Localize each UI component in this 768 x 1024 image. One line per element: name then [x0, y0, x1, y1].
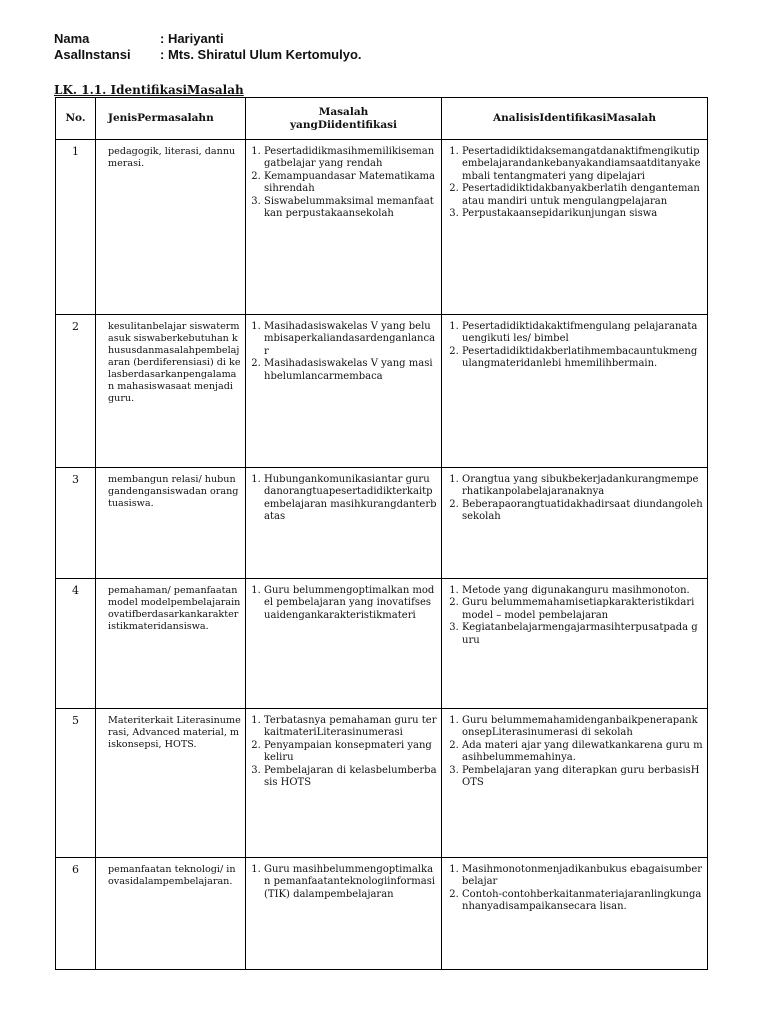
analisis-list [446, 321, 703, 371]
header-no: No. [56, 98, 96, 140]
analisis-item: 3. Kegiatanbelajarmengajarmasihterpusatpada guru [462, 622, 703, 647]
masalah-list [250, 146, 437, 220]
table-body [56, 140, 708, 970]
instansi-label: AsalInstansi [54, 47, 131, 62]
problem-identification-table [55, 97, 708, 970]
header-analisis: AnalisisIdentifikasiMasalah [442, 98, 708, 140]
analisis-cell [442, 579, 708, 709]
masalah-list [250, 321, 437, 383]
row-number: 3 [56, 468, 96, 579]
header-masalah [246, 98, 442, 140]
table-row [56, 140, 708, 315]
jenis-permasalahan-cell: pemanfaatan teknologi/ inovasidalampembelajaran. [96, 858, 246, 970]
header-jenis: JenisPermasalahn [96, 98, 246, 140]
table-row [56, 315, 708, 468]
nama-value: : Hariyanti [160, 31, 224, 46]
masalah-list [250, 864, 437, 901]
analisis-item: 1. Metode yang digunakanguru masihmonoton. [462, 585, 703, 597]
masalah-item: 1. Guru masihbelummengoptimalkan pemanfaatanteknologiinformasi (TIK) dalampembelajaran [264, 864, 437, 901]
header-masalah-line2: yangDiidentifikasi [289, 118, 398, 131]
masalah-item: 2. Masihadasiswakelas V yang masihbelumlancarmembaca [264, 358, 437, 383]
masalah-item: 2. Kemampuandasar Matematikamasihrendah [264, 171, 437, 196]
masalah-cell [246, 315, 442, 468]
analisis-list [446, 474, 703, 524]
analisis-item: 2. Guru belummemahamisetiapkarakteristikdari model – model pembelajaran [462, 597, 703, 622]
row-number: 5 [56, 709, 96, 858]
header-nama-line [54, 31, 224, 47]
table-row [56, 579, 708, 709]
jenis-permasalahan-cell: pemahaman/ pemanfaatan model modelpembelajarainovatifberdasarkankarakteristikmateridansiswa. [96, 579, 246, 709]
analisis-item: 1. Pesertadidiktidakaktifmengulang pelajaranatauengikuti les/ bimbel [462, 321, 703, 346]
analisis-list [446, 146, 703, 220]
analisis-item: 3. Pembelajaran yang diterapkan guru berbasisHOTS [462, 765, 703, 790]
table-row [56, 858, 708, 970]
masalah-list [250, 474, 437, 524]
masalah-cell [246, 579, 442, 709]
analisis-cell [442, 858, 708, 970]
table-header-row [56, 98, 708, 140]
masalah-item: 1. Hubungankomunikasiantar guru danorangtuapesertadidikterkaitpembelajaran masihkurangdanterbatas [264, 474, 437, 524]
masalah-item: 1. Masihadasiswakelas V yang belumbisaperkaliandasardenganlancar [264, 321, 437, 358]
row-number: 1 [56, 140, 96, 315]
masalah-item: 1. Terbatasnya pemahaman guru terkaitmateriLiterasinumerasi [264, 715, 437, 740]
analisis-item: 2. Contoh-contohberkaitanmateriajaranlingkunganhanyadisampaikansecara lisan. [462, 889, 703, 914]
row-number: 2 [56, 315, 96, 468]
masalah-list [250, 585, 437, 622]
analisis-item: 1. Orangtua yang sibukbekerjadankurangmemperhatikanpolabelajaranaknya [462, 474, 703, 499]
analisis-list [446, 715, 703, 789]
masalah-cell [246, 140, 442, 315]
analisis-item: 2. Beberapaorangtuatidakhadirsaat diundangolehsekolah [462, 499, 703, 524]
jenis-permasalahan-cell: Materiterkait Literasinumerasi, Advanced material, miskonsepsi, HOTS. [96, 709, 246, 858]
analisis-item: 1. Guru belummemahamidenganbaikpenerapankonsepLiterasinumerasi di sekolah [462, 715, 703, 740]
table-row [56, 468, 708, 579]
row-number: 4 [56, 579, 96, 709]
masalah-cell [246, 709, 442, 858]
header-masalah-line1: Masalah [318, 106, 369, 119]
analisis-cell [442, 140, 708, 315]
jenis-permasalahan-cell: membangun relasi/ hubungandengansiswadan orang tuasiswa. [96, 468, 246, 579]
analisis-list [446, 864, 703, 914]
worksheet-title: LK. 1.1. IdentifikasiMasalah [54, 83, 244, 97]
table-row [56, 709, 708, 858]
jenis-permasalahan-cell: kesulitanbelajar siswatermasuk siswaberkebutuhan khususdanmasalahpembelajaran (berdiferensiasi) di kelasberdasarkanpengalaman mahasiswasaat menjadi guru. [96, 315, 246, 468]
masalah-item: 1. Guru belummengoptimalkan model pembelajaran yang inovatifsesuaidengankarakteristikmateri [264, 585, 437, 622]
nama-label: Nama [54, 31, 90, 46]
masalah-item: 3. Siswabelummaksimal memanfaatkan perpustakaansekolah [264, 196, 437, 221]
row-number: 6 [56, 858, 96, 970]
header-instansi-line [54, 47, 362, 63]
analisis-item: 3. Perpustakaansepidarikunjungan siswa [462, 208, 703, 220]
masalah-cell [246, 858, 442, 970]
analisis-item: 1. Pesertadidiktidaksemangatdanaktifmengikutipembelajarandankebanyakandiamsaatditanyakembali tentangmateri yang dipelajari [462, 146, 703, 183]
analisis-cell [442, 315, 708, 468]
analisis-item: 2. Pesertadidiktidakbanyakberlatih denganteman atau mandiri untuk mengulangpelajaran [462, 183, 703, 208]
masalah-item: 2. Penyampaian konsepmateri yang keliru [264, 740, 437, 765]
analisis-cell [442, 709, 708, 858]
masalah-list [250, 715, 437, 789]
masalah-item: 1. Pesertadidikmasihmemilikisemangatbelajar yang rendah [264, 146, 437, 171]
analisis-cell [442, 468, 708, 579]
analisis-list [446, 585, 703, 647]
masalah-cell [246, 468, 442, 579]
analisis-item: 2. Ada materi ajar yang dilewatkankarena guru masihbelummemahinya. [462, 740, 703, 765]
instansi-value: : Mts. Shiratul Ulum Kertomulyo. [160, 47, 362, 62]
masalah-item: 3. Pembelajaran di kelasbelumberbasis HOTS [264, 765, 437, 790]
analisis-item: 1. Masihmonotonmenjadikanbukus ebagaisumberbelajar [462, 864, 703, 889]
analisis-item: 2. Pesertadidiktidakberlatihmembacauntukmengulangmateridanlebi hmemilihbermain. [462, 346, 703, 371]
jenis-permasalahan-cell: pedagogik, literasi, dannumerasi. [96, 140, 246, 315]
